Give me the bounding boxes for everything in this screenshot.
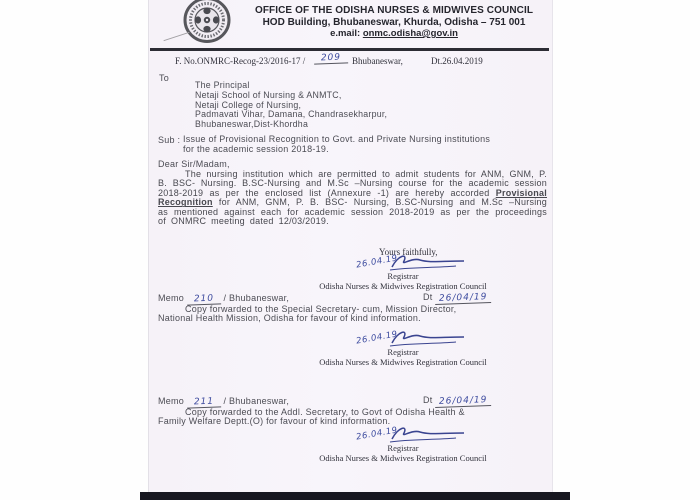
body-text-part2: for ANM, GNM, P. B. BSC- Nursing, B.SC-Nursing and M.Sc –Nursing as mentioned against each for academic session 2018-2019 as per the proceedings of ONMRC meeting dated 12/03/2019. [158, 197, 547, 227]
header-divider [150, 48, 549, 51]
subject-line: Issue of Provisional Recognition to Govt. and Private Nursing institutions [183, 134, 491, 144]
memo-date-handwritten: 26/04/19 [435, 396, 492, 408]
signature-block [298, 328, 508, 367]
recipient-line: The Principal [195, 80, 250, 90]
signature-date-handwritten: 26.04.19 [355, 253, 399, 271]
signatory-organization: Odisha Nurses & Midwives Registration Council [319, 281, 487, 291]
subject-label: Sub : [158, 135, 181, 145]
recipient-line: Bhubaneswar,Dist-Khordha [195, 119, 309, 130]
signature-scribble [386, 424, 476, 444]
signatory-organization: Odisha Nurses & Midwives Registration Council [319, 453, 487, 463]
dispatch-number-handwritten: 209 [314, 53, 348, 64]
signatory-title: Registrar [387, 443, 419, 453]
memo-date-handwritten: 26/04/19 [435, 293, 492, 305]
closing: Yours faithfully, [379, 247, 438, 257]
org-name: OFFICE OF THE ODISHA NURSES & MIDWIVES COUNCIL [254, 5, 534, 16]
signatory-title: Registrar [387, 271, 419, 281]
signature [298, 424, 508, 444]
council-seal-logo [174, 0, 240, 46]
signature-scribble [386, 328, 476, 348]
reference-place: Bhubaneswar, [352, 56, 403, 66]
memo-number-handwritten: 210 [187, 294, 221, 305]
memo-place: / Bhubaneswar, [223, 396, 290, 406]
letterhead [240, 5, 548, 39]
memo-body-line: Family Welfare Deptt.(O) for favour of kind information. [158, 416, 391, 426]
email-address: onmc.odisha@gov.in [362, 28, 458, 39]
memo-date-group [423, 293, 492, 304]
email-label: e.mail: [330, 28, 363, 39]
letter-page [148, 0, 553, 500]
recipient-line: Netaji College of Nursing, [195, 99, 302, 110]
signatory-organization: Odisha Nurses & Midwives Registration Council [319, 357, 487, 367]
letter-date: Dt.26.04.2019 [431, 56, 483, 66]
recipient-line: Padmavati Vihar, Damana, Chandrasekharpur, [195, 109, 388, 120]
subject-line: for the academic session 2018-19. [183, 143, 329, 154]
recipient-line: Netaji School of Nursing & ANMTC, [195, 89, 342, 100]
memo-label: Memo [158, 293, 185, 303]
signature-date-handwritten: 26.04.19 [355, 425, 399, 443]
signature [298, 252, 508, 272]
signature-scribble [386, 252, 476, 272]
signatory-title: Registrar [387, 347, 419, 357]
to-label: To [159, 73, 170, 83]
memo-date-label: Dt [423, 292, 433, 302]
signature-block [298, 424, 508, 463]
scanner-edge-bar [140, 492, 570, 500]
memo-date-label: Dt [423, 395, 433, 405]
signature [298, 328, 508, 348]
memo-body-line: Copy forwarded to the Special Secretary- cum, Mission Director, [185, 303, 457, 314]
memo-date-group [423, 396, 492, 407]
org-email-line [240, 28, 548, 39]
body-text-part1: The nursing institution which are permitted to admit students for ANM, GNM, P. B. BSC- Nursing. B.SC-Nursing and M.Sc –Nursing course for the academic session 2018-2019 as per the enclosed list (Annexure -1) are hereby accorded [158, 169, 547, 198]
memo-body-line: National Health Mission, Odisha for favour of kind information. [158, 313, 421, 323]
subject-text [183, 135, 545, 154]
recipient-address [195, 81, 387, 130]
body-emphasis: Provisional Recognition [158, 187, 547, 208]
memo-place: / Bhubaneswar, [223, 293, 290, 303]
memo-body-line: Copy forwarded to the Addl. Secretary, to Govt of Odisha Health & [185, 406, 465, 417]
file-number: F. No.ONMRC-Recog-23/2016-17 / [175, 56, 306, 66]
signature-date-handwritten: 26.04.19 [355, 329, 399, 347]
memo-number-handwritten: 211 [187, 397, 221, 408]
salutation: Dear Sir/Madam, [158, 159, 230, 169]
memo-label: Memo [158, 396, 185, 406]
signature-block [298, 252, 508, 291]
body-paragraph [158, 170, 547, 227]
org-address: HOD Building, Bhubaneswar, Khurda, Odisha – 751 001 [262, 16, 526, 28]
